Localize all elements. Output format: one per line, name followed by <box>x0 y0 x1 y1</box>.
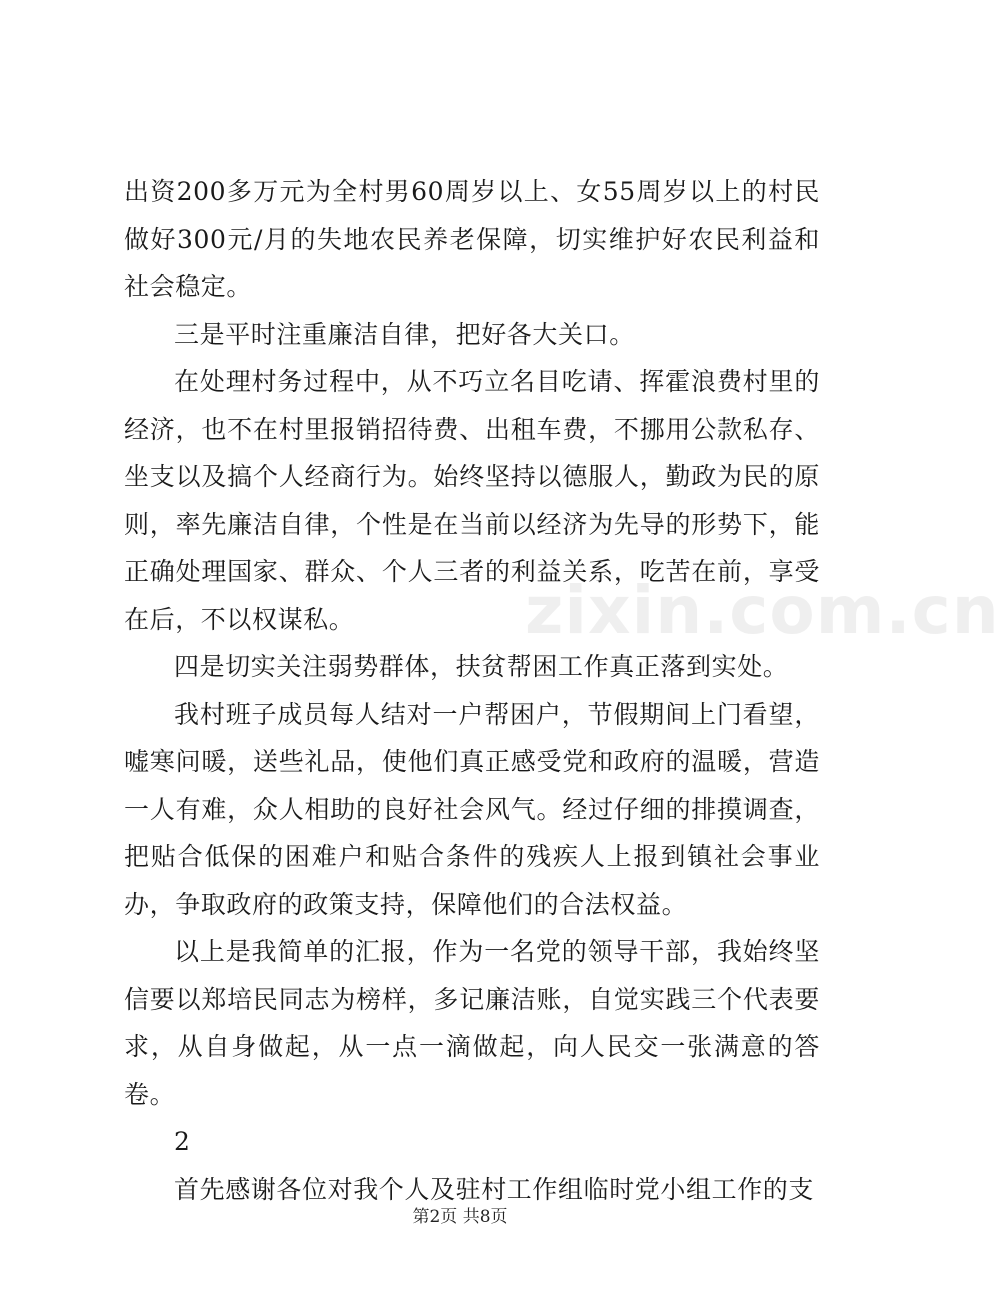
page-footer: 第2页 共8页 <box>412 1207 508 1227</box>
paragraph: 三是平时注重廉洁自律，把好各大关口。 <box>174 319 635 349</box>
paragraph: 我村班子成员每人结对一户帮困户，节假期间上门看望，嘘寒问暖，送些礼品，使他们真正感受党和政府的温暖，营造一人有难，众人相助的良好社会风气。经过仔细的排摸调查，把贴合低保的困难户和贴合条件的残疾人上报到镇社会事业办，争取政府的政策支持，保障他们的合法权益。 <box>124 699 820 919</box>
paragraph: 在处理村务过程中，从不巧立名目吃请、挥霍浪费村里的经济，也不在村里报销招待费、出租车费，不挪用公款私存、坐支以及搞个人经商行为。始终坚持以德服人，勤政为民的原则，率先廉洁自律，个性是在当前以经济为先导的形势下，能正确处理国家、群众、个人三者的利益关系，吃苦在前，享受在后，不以权谋私。 <box>124 367 820 634</box>
document-body <box>124 168 820 1213</box>
paragraph: 首先感谢各位对我个人及驻村工作组临时党小组工作的支 <box>174 1174 815 1204</box>
paragraph: 四是切实关注弱势群体，扶贫帮困工作真正落到实处。 <box>174 652 789 681</box>
section-number: 2 <box>174 1127 191 1156</box>
watermark: zixin.com.cn <box>525 572 1000 649</box>
paragraph: 出资200多万元为全村男60周岁以上、女55周岁以上的村民做好300元/月的失地农民养老保障，切实维护好农民利益和社会稳定。 <box>124 177 820 301</box>
paragraph: 以上是我简单的汇报，作为一名党的领导干部，我始终坚信要以郑培民同志为榜样，多记廉洁账，自觉实践三个代表要求，从自身做起，从一点一滴做起，向人民交一张满意的答卷。 <box>124 937 820 1109</box>
